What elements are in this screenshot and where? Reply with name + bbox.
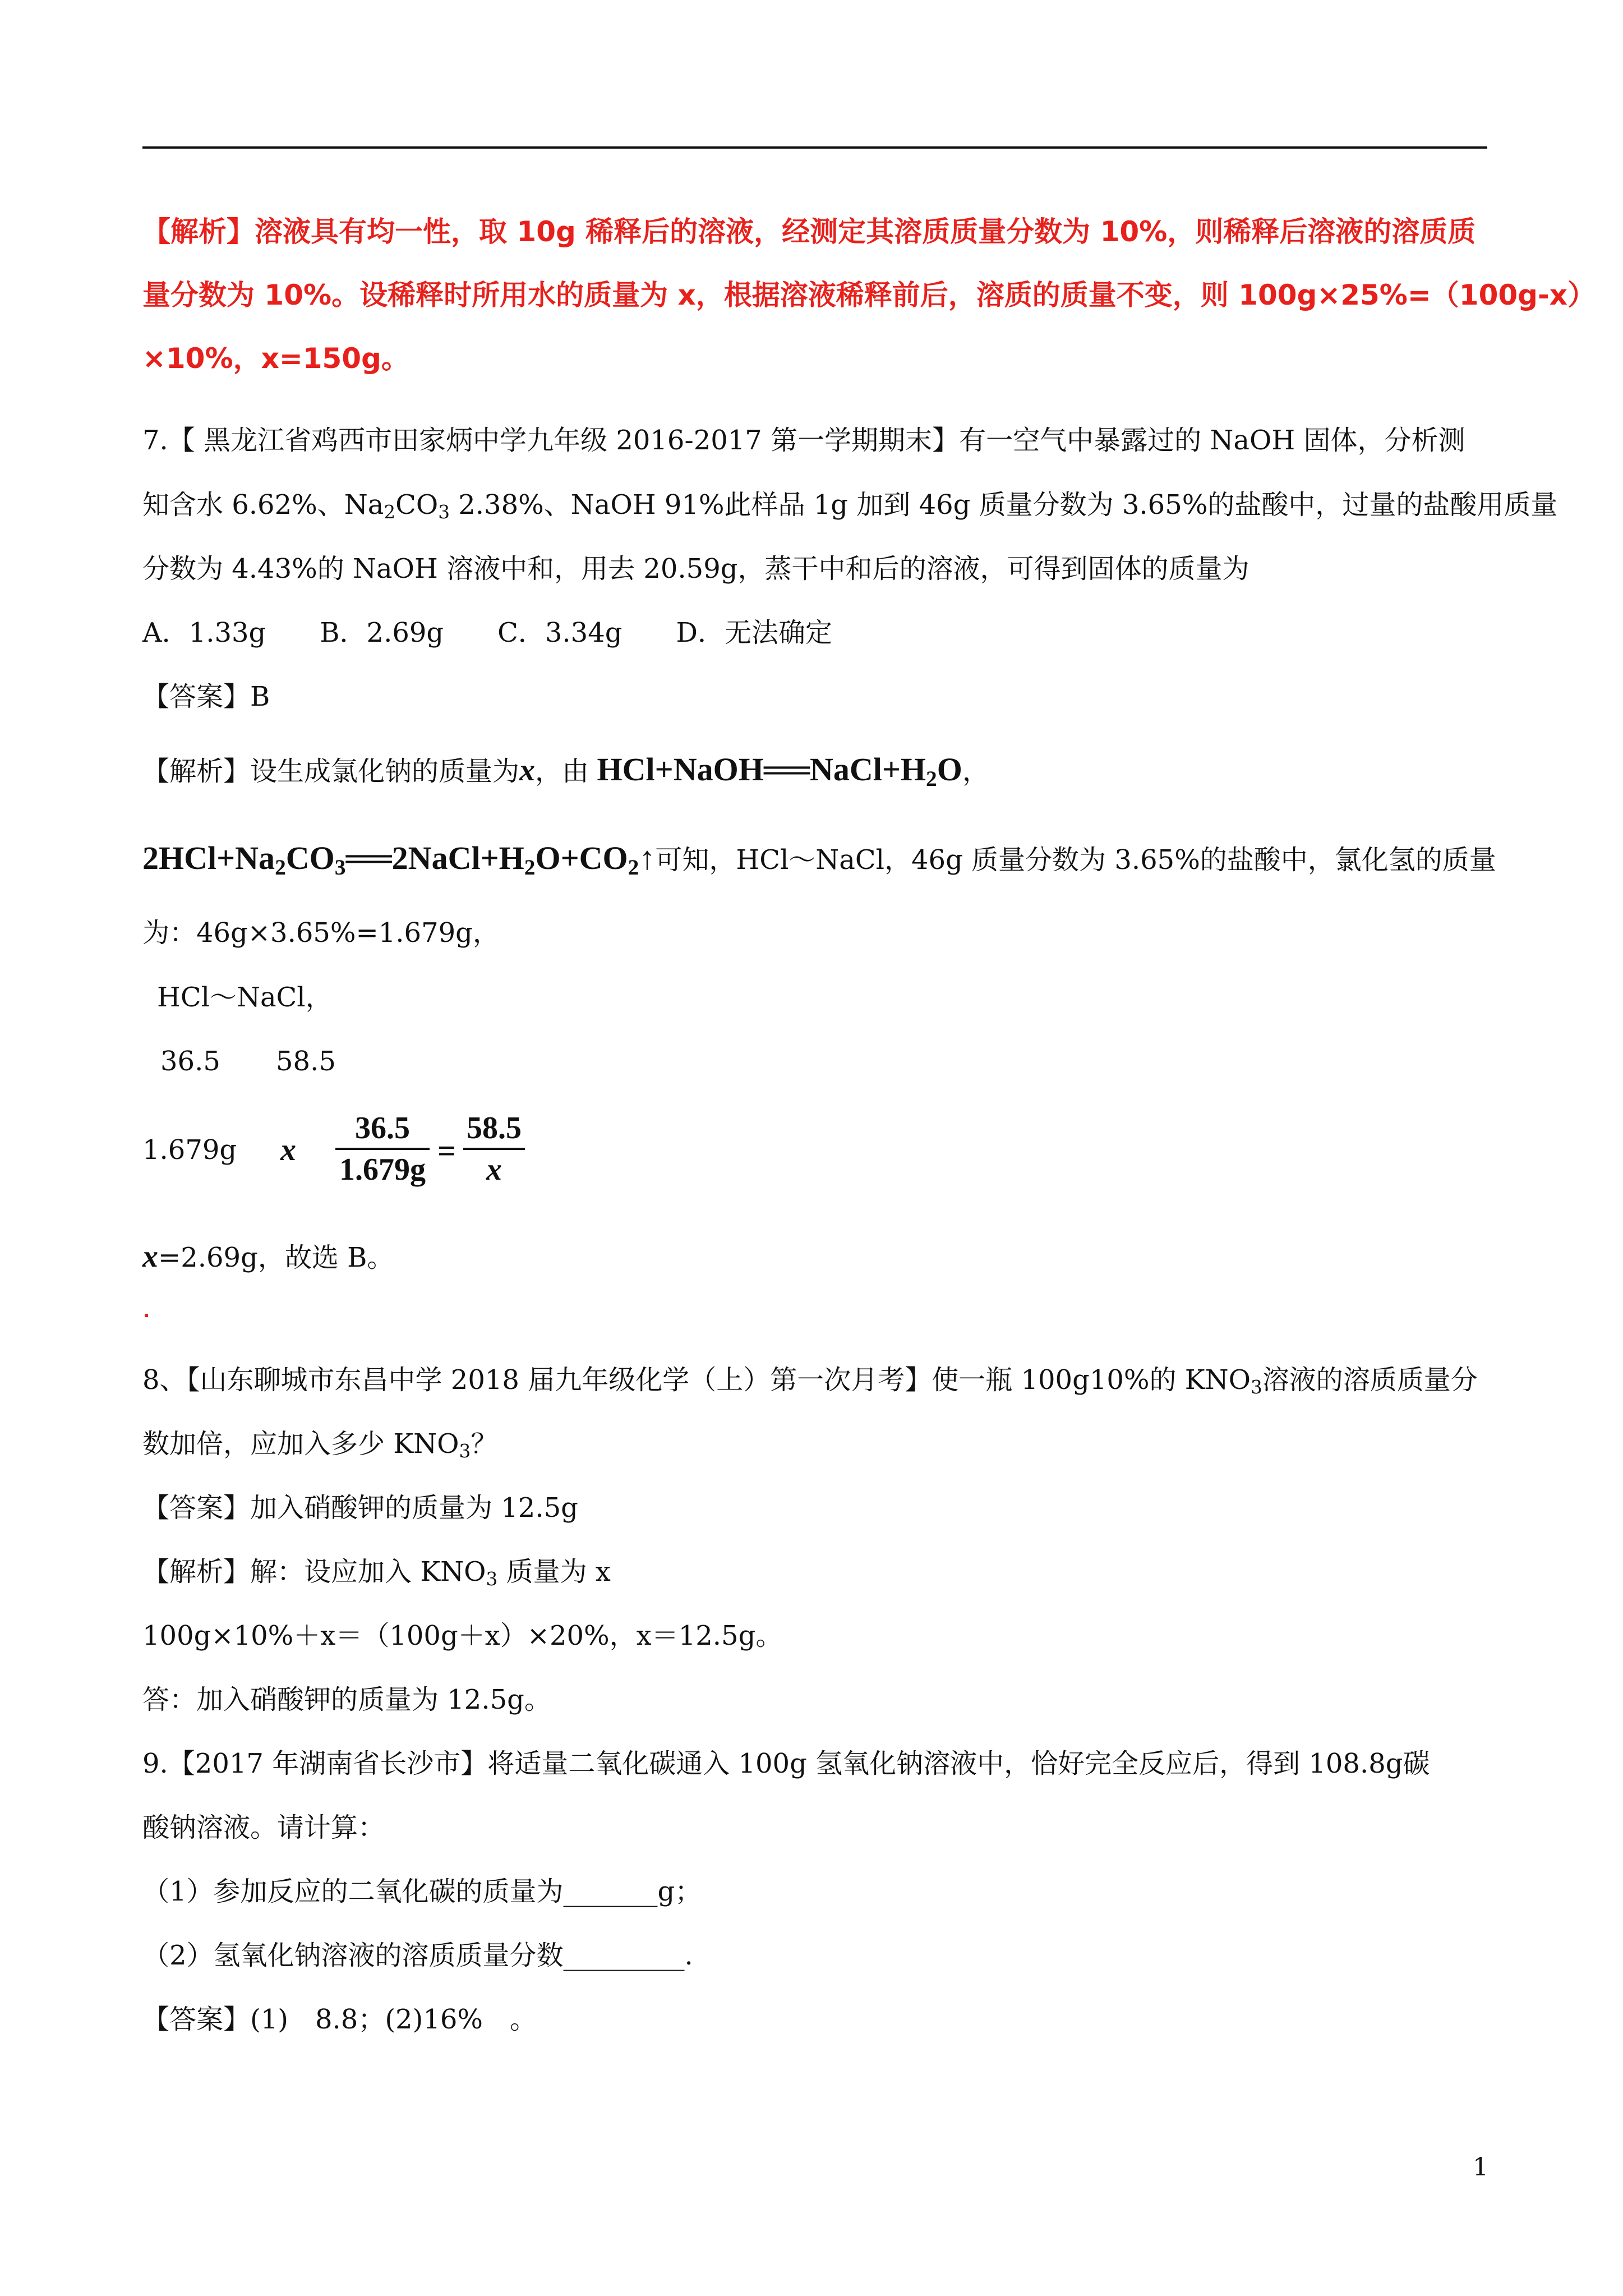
fraction-2-denominator: x (486, 1152, 502, 1187)
q8-analysis: 【解析】解：设应加入 $KNO_3$ 质量为 x (142, 1556, 611, 1590)
q8-line-1: 8、【山东聊城市东昌中学 2018 届九年级化学（上）第一次月考】使一瓶 100g10%的 $KNO_3$溶液的溶质质量分 (142, 1364, 1478, 1398)
fraction-2-numerator: 58.5 (467, 1111, 522, 1145)
q7-line-1: 7.【 黑龙江省鸡西市田家炳中学九年级 2016-2017 第一学期期末】有一空气中暴露过的 NaOH 固体，分析测 (142, 425, 1465, 456)
analysis-red-line-3: ×10%，x=150g。 (142, 342, 409, 375)
q7-line-3: 分数为 4.43%的 NaOH 溶液中和，用去 20.59g，蒸干中和后的溶液，可得到固体的质量为 (142, 553, 1249, 585)
page-number: 1 (1473, 2153, 1488, 2182)
q7-analysis-line: 【解析】设生成氯化钠的质量为x，由 $HCl+NaOH══NaCl+H_2O$， (142, 751, 989, 791)
q8-calc: 100g×10%＋x＝（100g＋x）×20%，x＝12.5g。 (142, 1620, 783, 1651)
q9-sub-question-2: （2）氢氧化钠溶液的溶质质量分数_________. (142, 1940, 693, 1971)
q8-answer: 【答案】加入硝酸钾的质量为 12.5g (142, 1492, 578, 1524)
equation-2: $2HCl+Na_2CO_3══2NaCl+H_2O+CO_2↑$ (142, 840, 656, 880)
q7-answer: 【答案】B (142, 681, 270, 712)
fraction-1-numerator: 36.5 (355, 1111, 410, 1145)
q7-options: A．1.33g B．2.69g C．3.34g D．无法确定 (142, 617, 832, 648)
fraction-1-denominator: 1.679g (339, 1152, 426, 1187)
fraction-1 (335, 1110, 430, 1188)
fraction-equals: = (437, 1133, 457, 1169)
q7-calc-line: 为：46g×3.65%=1.679g， (142, 917, 500, 949)
q7-unknown-x: x (280, 1133, 296, 1167)
q9-answer: 【答案】(1) 8.8；(2)16% 。 (142, 2004, 537, 2035)
analysis-red-line-2: 量分数为 10%。设稀释时所用水的质量为 x，根据溶液稀释前后，溶质的质量不变，则 100g×25%=（100g-x） (142, 279, 1596, 311)
q9-sub-question-1: （1）参加反应的二氧化碳的质量为_______g； (142, 1876, 702, 1907)
equation-1: $HCl+NaOH══NaCl+H_2O$ (589, 751, 962, 791)
fraction-2 (463, 1110, 525, 1188)
analysis-red-line-1: 【解析】溶液具有均一性，取 10g 稀释后的溶液，经测定其溶质质量分数为 10%，则稀释后溶液的溶质质 (142, 215, 1476, 248)
q8-line-2: 数加倍，应加入多少 $KNO_3$？ (142, 1428, 498, 1462)
q7-ratio-label: HCl～NaCl， (157, 982, 333, 1013)
fraction-1-bar (335, 1148, 430, 1150)
q7-equation-line: $2HCl+Na_2CO_3══2NaCl+H_2O+CO_2↑$可知，HCl～NaCl，46g 质量分数为 3.65%的盐酸中，氯化氢的质量 (142, 840, 1496, 880)
q7-mass-1: 36.5 (160, 1046, 220, 1077)
fraction-2-bar (463, 1148, 525, 1150)
q8-conclusion: 答：加入硝酸钾的质量为 12.5g。 (142, 1684, 551, 1715)
stray-dot (145, 1314, 148, 1317)
header-rule (142, 146, 1487, 149)
q9-line-1: 9.【2017 年湖南省长沙市】将适量二氧化碳通入 100g 氢氧化钠溶液中，恰好完全反应后，得到 108.8g碳 (142, 1748, 1430, 1779)
q9-line-2: 酸钠溶液。请计算： (142, 1812, 385, 1843)
q7-line-2: 知含水 6.62%、$Na_2CO_3$ 2.38%、NaOH 91%此样品 1g 加到 46g 质量分数为 3.65%的盐酸中，过量的盐酸用质量 (142, 489, 1558, 523)
q7-given: 1.679g (142, 1134, 237, 1166)
q7-result-line: x=2.69g，故选 B。 (142, 1239, 394, 1274)
q7-mass-2: 58.5 (276, 1046, 336, 1077)
